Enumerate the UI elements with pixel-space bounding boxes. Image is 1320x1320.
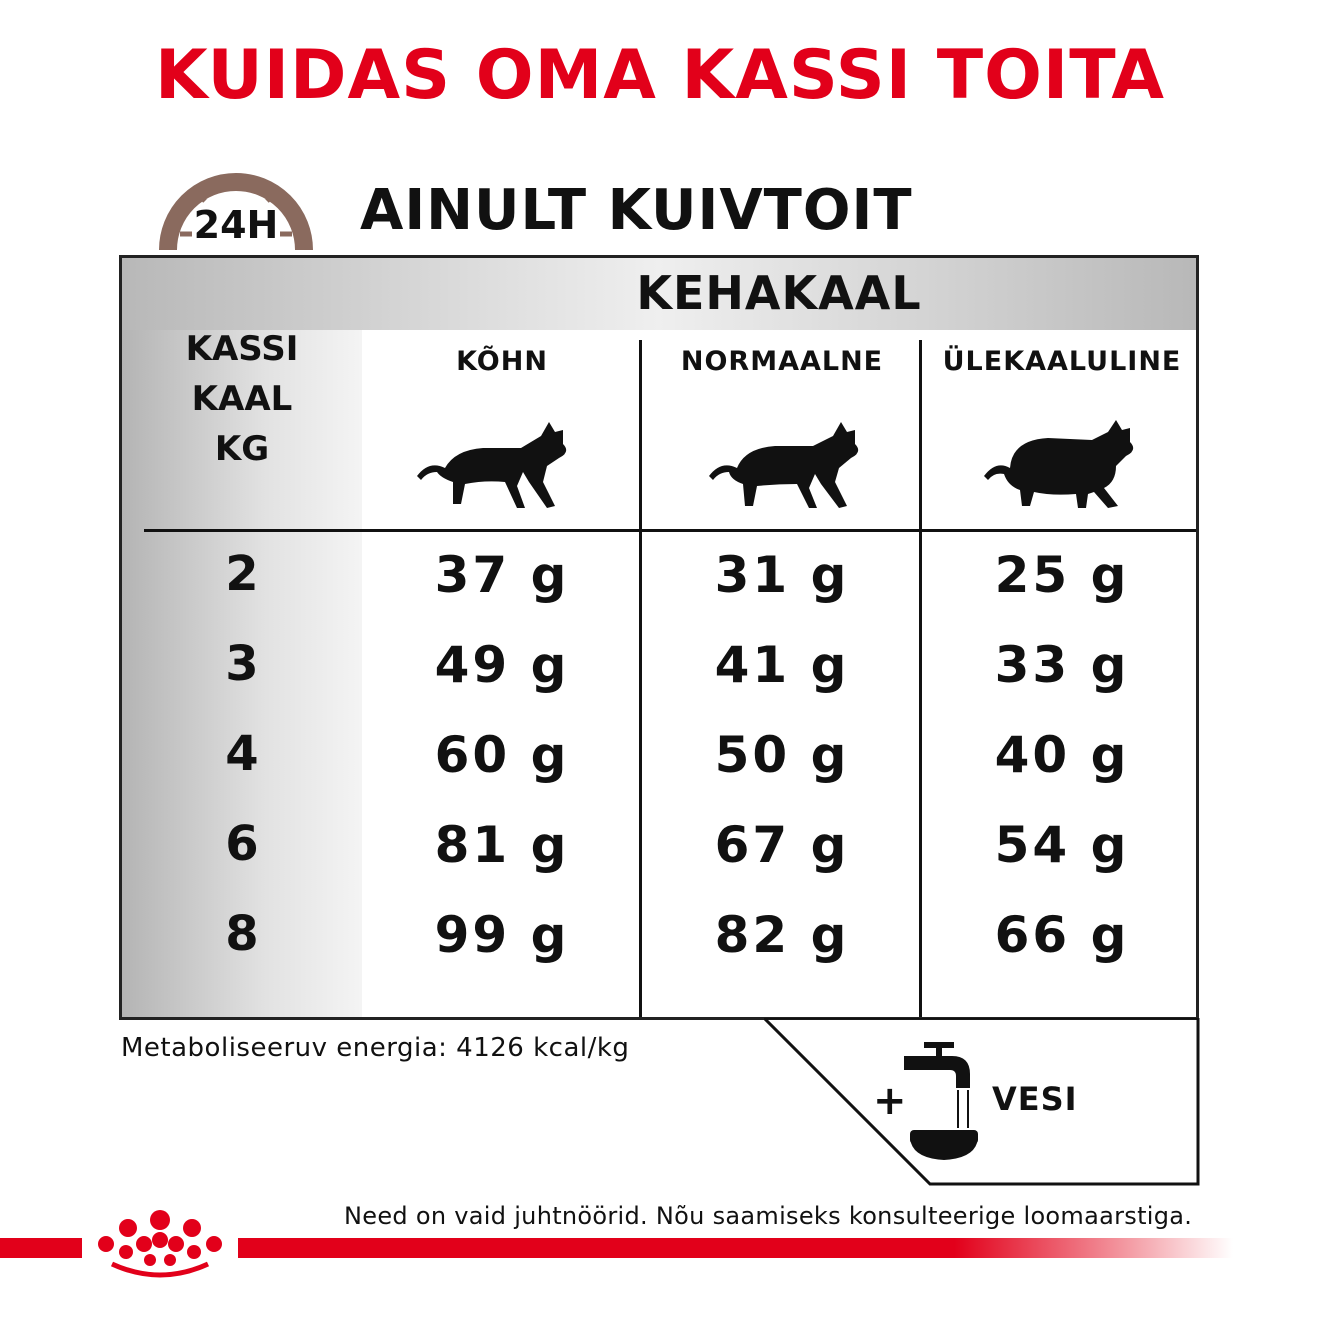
normal-cat-icon bbox=[707, 416, 867, 516]
portion-cell: 33 g bbox=[994, 636, 1130, 694]
row-header-line: KAAL bbox=[191, 379, 293, 419]
column-header-normal: NORMAALNE bbox=[680, 346, 884, 377]
water-label: VESI bbox=[992, 1080, 1078, 1118]
cat-weight-cell: 3 bbox=[225, 636, 259, 692]
water-panel bbox=[764, 1018, 1200, 1186]
portion-cell: 41 g bbox=[714, 636, 850, 694]
water-tap-bowl-icon bbox=[904, 1042, 978, 1160]
portion-cell: 49 g bbox=[434, 636, 570, 694]
portion-cell: 82 g bbox=[714, 906, 850, 964]
portion-cell: 50 g bbox=[714, 726, 850, 784]
feeding-table bbox=[119, 255, 1199, 1020]
page-title: KUIDAS OMA KASSI TOITA bbox=[155, 36, 1165, 115]
row-header-line: KG bbox=[214, 429, 270, 469]
overweight-cat-icon bbox=[982, 416, 1142, 516]
row-header-line: KASSI bbox=[185, 329, 299, 369]
band-title: KEHAKAAL bbox=[636, 266, 922, 320]
brand-stripe-left bbox=[0, 1238, 82, 1258]
section-subtitle: AINULT KUIVTOIT bbox=[360, 178, 913, 243]
portion-cell: 25 g bbox=[994, 546, 1130, 604]
cat-weight-cell: 2 bbox=[225, 546, 259, 602]
portion-cell: 66 g bbox=[994, 906, 1130, 964]
portion-cell: 60 g bbox=[434, 726, 570, 784]
disclaimer: Need on vaid juhtnöörid. Nõu saamiseks konsulteerige loomaarstiga. bbox=[344, 1202, 1193, 1230]
header-divider bbox=[144, 529, 1196, 532]
portion-cell: 31 g bbox=[714, 546, 850, 604]
portion-cell: 81 g bbox=[434, 816, 570, 874]
brand-stripe-right bbox=[238, 1238, 1233, 1258]
portion-cell: 99 g bbox=[434, 906, 570, 964]
row-header-label bbox=[122, 324, 362, 474]
energy-note: Metaboliseeruv energia: 4126 kcal/kg bbox=[121, 1033, 630, 1063]
clock-24h-icon bbox=[158, 150, 314, 260]
clock-label: 24H bbox=[193, 203, 279, 247]
cat-weight-cell: 6 bbox=[225, 816, 259, 872]
portion-cell: 67 g bbox=[714, 816, 850, 874]
column-header-thin: KÕHN bbox=[456, 346, 548, 377]
royal-canin-crown-icon bbox=[92, 1208, 228, 1280]
thin-cat-icon bbox=[415, 416, 575, 516]
portion-cell: 40 g bbox=[994, 726, 1130, 784]
cat-weight-cell: 8 bbox=[225, 906, 259, 962]
column-header-overweight: ÜLEKAALULINE bbox=[942, 346, 1182, 377]
portion-cell: 54 g bbox=[994, 816, 1130, 874]
plus-sign: + bbox=[873, 1078, 907, 1124]
cat-weight-cell: 4 bbox=[225, 726, 259, 782]
portion-cell: 37 g bbox=[434, 546, 570, 604]
